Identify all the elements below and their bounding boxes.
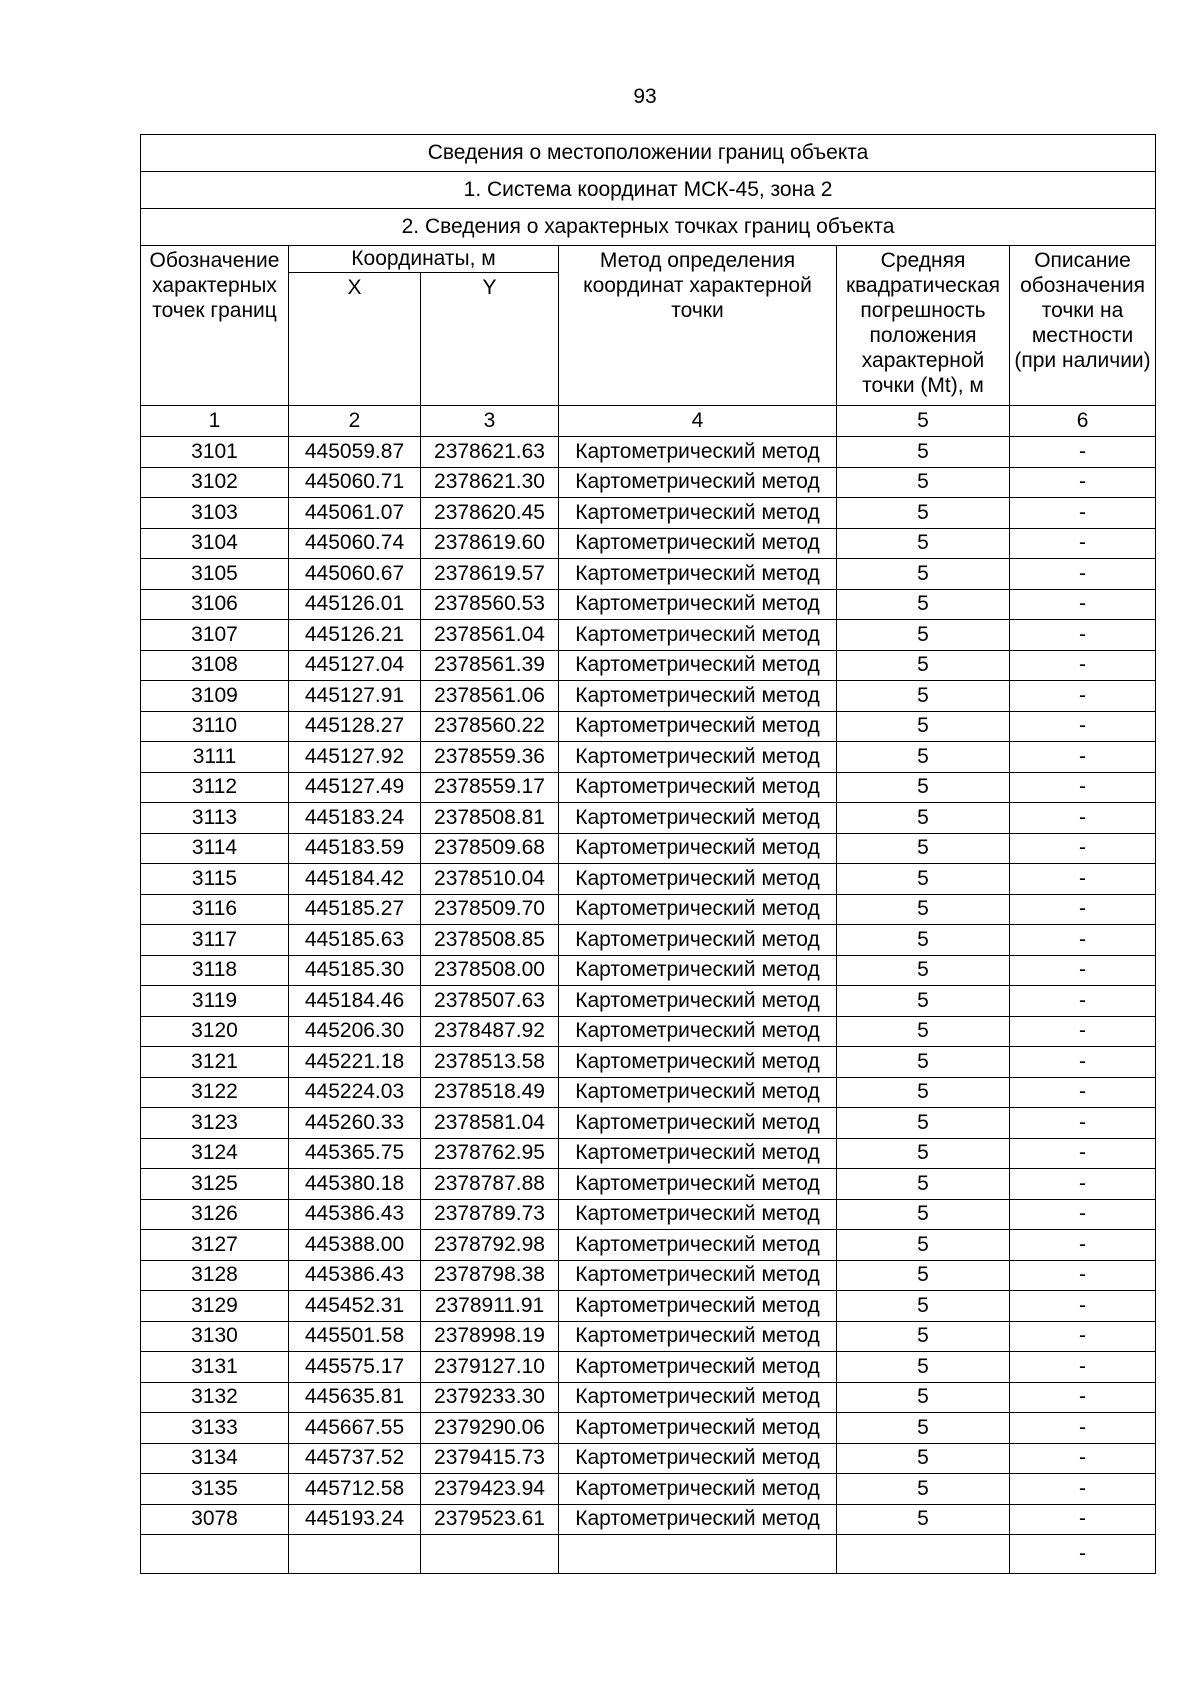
- x-coordinate-cell: 445060.74: [289, 528, 421, 559]
- accuracy-cell: 5: [837, 1108, 1010, 1139]
- section-row: [141, 209, 1156, 246]
- method-cell: Картометрический метод: [559, 650, 837, 681]
- accuracy-cell: 5: [837, 1352, 1010, 1383]
- accuracy-cell: 5: [837, 1474, 1010, 1505]
- page-number: 93: [633, 85, 657, 108]
- point-id-cell: 3121: [141, 1047, 289, 1078]
- table-row: [141, 1077, 1156, 1108]
- point-id-cell: 3106: [141, 589, 289, 620]
- y-coordinate-cell: 2378619.57: [421, 559, 559, 590]
- x-coordinate-cell: 445452.31: [289, 1291, 421, 1322]
- y-coordinate-cell: 2378508.00: [421, 955, 559, 986]
- point-id-cell: 3133: [141, 1413, 289, 1444]
- point-id-cell: 3118: [141, 955, 289, 986]
- column-number: 3: [421, 406, 559, 437]
- method-cell: Картометрический метод: [559, 772, 837, 803]
- method-cell: Картометрический метод: [559, 681, 837, 712]
- method-cell: Картометрический метод: [559, 803, 837, 834]
- point-id-cell: 3128: [141, 1260, 289, 1291]
- method-cell: Картометрический метод: [559, 742, 837, 773]
- accuracy-cell: 5: [837, 1382, 1010, 1413]
- y-coordinate-cell: 2378509.70: [421, 894, 559, 925]
- y-coordinate-cell: 2378798.38: [421, 1260, 559, 1291]
- x-coordinate-cell: 445388.00: [289, 1230, 421, 1261]
- column-number: 5: [837, 406, 1010, 437]
- method-cell: Картометрический метод: [559, 955, 837, 986]
- coordinate-system-row: [141, 172, 1156, 209]
- x-coordinate-cell: 445185.27: [289, 894, 421, 925]
- table-row: [141, 498, 1156, 529]
- method-cell: Картометрический метод: [559, 925, 837, 956]
- table-row: [141, 1199, 1156, 1230]
- method-cell: Картометрический метод: [559, 1077, 837, 1108]
- table-row: [141, 1413, 1156, 1444]
- accuracy-cell: 5: [837, 620, 1010, 651]
- method-cell: Картометрический метод: [559, 1047, 837, 1078]
- y-coordinate-cell: 2378559.17: [421, 772, 559, 803]
- point-id-cell: 3103: [141, 498, 289, 529]
- description-cell: -: [1010, 833, 1156, 864]
- x-coordinate-cell: 445221.18: [289, 1047, 421, 1078]
- y-coordinate-cell: 2379415.73: [421, 1443, 559, 1474]
- accuracy-cell: 5: [837, 1077, 1010, 1108]
- header-row: [141, 246, 1156, 273]
- header-description: Описание обозначения точки на местности (при наличии): [1010, 246, 1156, 406]
- method-cell: Картометрический метод: [559, 864, 837, 895]
- point-id-cell: 3105: [141, 559, 289, 590]
- description-cell: -: [1010, 1260, 1156, 1291]
- method-cell: Картометрический метод: [559, 1443, 837, 1474]
- accuracy-cell: 5: [837, 559, 1010, 590]
- description-cell: -: [1010, 681, 1156, 712]
- x-coordinate-cell: 445501.58: [289, 1321, 421, 1352]
- x-coordinate-cell: 445737.52: [289, 1443, 421, 1474]
- method-cell: Картометрический метод: [559, 711, 837, 742]
- y-coordinate-cell: 2378762.95: [421, 1138, 559, 1169]
- accuracy-cell: 5: [837, 986, 1010, 1017]
- method-cell: Картометрический метод: [559, 1382, 837, 1413]
- column-number: 2: [289, 406, 421, 437]
- description-cell: -: [1010, 498, 1156, 529]
- description-cell: -: [1010, 1047, 1156, 1078]
- x-coordinate-cell: 445575.17: [289, 1352, 421, 1383]
- accuracy-cell: 5: [837, 681, 1010, 712]
- column-number: 1: [141, 406, 289, 437]
- point-id-cell: 3107: [141, 620, 289, 651]
- description-cell: -: [1010, 1413, 1156, 1444]
- x-coordinate-cell: 445060.67: [289, 559, 421, 590]
- accuracy-cell: 5: [837, 1413, 1010, 1444]
- y-coordinate-cell: 2378911.91: [421, 1291, 559, 1322]
- method-cell: Картометрический метод: [559, 1230, 837, 1261]
- description-cell: -: [1010, 1230, 1156, 1261]
- table-row: [141, 1169, 1156, 1200]
- table-row: [141, 589, 1156, 620]
- table-row: [141, 437, 1156, 468]
- table-row: [141, 833, 1156, 864]
- x-coordinate-cell: 445126.21: [289, 620, 421, 651]
- y-coordinate-cell: 2378507.63: [421, 986, 559, 1017]
- x-coordinate-cell: 445061.07: [289, 498, 421, 529]
- x-coordinate-cell: 445183.24: [289, 803, 421, 834]
- table-row: [141, 772, 1156, 803]
- table-row: [141, 1138, 1156, 1169]
- y-coordinate-cell: 2378619.60: [421, 528, 559, 559]
- y-coordinate-cell: 2378560.53: [421, 589, 559, 620]
- point-id-cell: 3130: [141, 1321, 289, 1352]
- y-coordinate-cell: 2378998.19: [421, 1321, 559, 1352]
- point-id-cell: 3134: [141, 1443, 289, 1474]
- method-cell: Картометрический метод: [559, 559, 837, 590]
- method-cell: Картометрический метод: [559, 1169, 837, 1200]
- description-cell: -: [1010, 1535, 1156, 1574]
- point-id-cell: 3129: [141, 1291, 289, 1322]
- description-cell: -: [1010, 772, 1156, 803]
- table-row: [141, 925, 1156, 956]
- point-id-cell: 3132: [141, 1382, 289, 1413]
- accuracy-cell: 5: [837, 1443, 1010, 1474]
- description-cell: -: [1010, 1352, 1156, 1383]
- point-id-cell: [141, 1535, 289, 1574]
- x-coordinate-cell: 445635.81: [289, 1382, 421, 1413]
- section-title: 2. Сведения о характерных точках границ объекта: [141, 209, 1156, 246]
- x-coordinate-cell: 445185.63: [289, 925, 421, 956]
- column-numbers-row: [141, 406, 1156, 437]
- point-id-cell: 3122: [141, 1077, 289, 1108]
- accuracy-cell: 5: [837, 955, 1010, 986]
- table-row: [141, 1321, 1156, 1352]
- table-title-row: [141, 135, 1156, 172]
- description-cell: -: [1010, 1321, 1156, 1352]
- point-id-cell: 3119: [141, 986, 289, 1017]
- description-cell: -: [1010, 803, 1156, 834]
- method-cell: Картометрический метод: [559, 437, 837, 468]
- x-coordinate-cell: 445185.30: [289, 955, 421, 986]
- accuracy-cell: 5: [837, 864, 1010, 895]
- x-coordinate-cell: 445193.24: [289, 1504, 421, 1535]
- x-coordinate-cell: 445206.30: [289, 1016, 421, 1047]
- table-row: [141, 681, 1156, 712]
- point-id-cell: 3135: [141, 1474, 289, 1505]
- description-cell: -: [1010, 1382, 1156, 1413]
- y-coordinate-cell: 2379233.30: [421, 1382, 559, 1413]
- y-coordinate-cell: 2378561.39: [421, 650, 559, 681]
- description-cell: -: [1010, 1504, 1156, 1535]
- table-row: [141, 467, 1156, 498]
- point-id-cell: 3110: [141, 711, 289, 742]
- header-coordinates: Координаты, м: [289, 246, 559, 273]
- table-title: Сведения о местоположении границ объекта: [141, 135, 1156, 172]
- point-id-cell: 3114: [141, 833, 289, 864]
- method-cell: Картометрический метод: [559, 498, 837, 529]
- y-coordinate-cell: 2378487.92: [421, 1016, 559, 1047]
- method-cell: Картометрический метод: [559, 1108, 837, 1139]
- method-cell: Картометрический метод: [559, 833, 837, 864]
- accuracy-cell: 5: [837, 772, 1010, 803]
- table-row: [141, 864, 1156, 895]
- accuracy-cell: 5: [837, 894, 1010, 925]
- point-id-cell: 3127: [141, 1230, 289, 1261]
- method-cell: Картометрический метод: [559, 528, 837, 559]
- method-cell: Картометрический метод: [559, 1199, 837, 1230]
- description-cell: -: [1010, 437, 1156, 468]
- accuracy-cell: 5: [837, 650, 1010, 681]
- point-id-cell: 3131: [141, 1352, 289, 1383]
- point-id-cell: 3116: [141, 894, 289, 925]
- header-accuracy: Средняя квадратическая погрешность положения характерной точки (Mt), м: [837, 246, 1010, 406]
- method-cell: Картометрический метод: [559, 1291, 837, 1322]
- description-cell: -: [1010, 1077, 1156, 1108]
- y-coordinate-cell: [421, 1535, 559, 1574]
- description-cell: -: [1010, 742, 1156, 773]
- description-cell: -: [1010, 1138, 1156, 1169]
- table-row: [141, 1352, 1156, 1383]
- y-coordinate-cell: 2379290.06: [421, 1413, 559, 1444]
- table-row: [141, 1047, 1156, 1078]
- x-coordinate-cell: 445127.04: [289, 650, 421, 681]
- table-row: [141, 986, 1156, 1017]
- description-cell: -: [1010, 1169, 1156, 1200]
- table-row: [141, 1382, 1156, 1413]
- description-cell: -: [1010, 1443, 1156, 1474]
- table-row: [141, 711, 1156, 742]
- y-coordinate-cell: 2378508.81: [421, 803, 559, 834]
- x-coordinate-cell: 445127.92: [289, 742, 421, 773]
- table-row: [141, 559, 1156, 590]
- description-cell: -: [1010, 1474, 1156, 1505]
- x-coordinate-cell: 445224.03: [289, 1077, 421, 1108]
- y-coordinate-cell: 2378508.85: [421, 925, 559, 956]
- table-row: [141, 955, 1156, 986]
- point-id-cell: 3117: [141, 925, 289, 956]
- description-cell: -: [1010, 986, 1156, 1017]
- method-cell: Картометрический метод: [559, 894, 837, 925]
- method-cell: Картометрический метод: [559, 1413, 837, 1444]
- header-x: X: [289, 273, 421, 406]
- column-number: 6: [1010, 406, 1156, 437]
- method-cell: Картометрический метод: [559, 589, 837, 620]
- x-coordinate-cell: 445365.75: [289, 1138, 421, 1169]
- method-cell: Картометрический метод: [559, 1352, 837, 1383]
- x-coordinate-cell: 445184.46: [289, 986, 421, 1017]
- point-id-cell: 3111: [141, 742, 289, 773]
- description-cell: -: [1010, 650, 1156, 681]
- description-cell: -: [1010, 711, 1156, 742]
- y-coordinate-cell: 2378787.88: [421, 1169, 559, 1200]
- y-coordinate-cell: 2379523.61: [421, 1504, 559, 1535]
- y-coordinate-cell: 2379127.10: [421, 1352, 559, 1383]
- point-id-cell: 3124: [141, 1138, 289, 1169]
- method-cell: Картометрический метод: [559, 1138, 837, 1169]
- x-coordinate-cell: 445127.49: [289, 772, 421, 803]
- x-coordinate-cell: 445128.27: [289, 711, 421, 742]
- point-id-cell: 3101: [141, 437, 289, 468]
- x-coordinate-cell: 445260.33: [289, 1108, 421, 1139]
- description-cell: -: [1010, 1016, 1156, 1047]
- x-coordinate-cell: 445386.43: [289, 1260, 421, 1291]
- y-coordinate-cell: 2378621.30: [421, 467, 559, 498]
- method-cell: Картометрический метод: [559, 467, 837, 498]
- header-method: Метод определения координат характерной точки: [559, 246, 837, 406]
- accuracy-cell: 5: [837, 711, 1010, 742]
- accuracy-cell: 5: [837, 467, 1010, 498]
- header-point-designation: Обозначение характерных точек границ: [141, 246, 289, 406]
- method-cell: Картометрический метод: [559, 986, 837, 1017]
- y-coordinate-cell: 2378561.06: [421, 681, 559, 712]
- table-row: [141, 528, 1156, 559]
- x-coordinate-cell: 445667.55: [289, 1413, 421, 1444]
- x-coordinate-cell: 445059.87: [289, 437, 421, 468]
- y-coordinate-cell: 2378789.73: [421, 1199, 559, 1230]
- accuracy-cell: 5: [837, 1169, 1010, 1200]
- method-cell: [559, 1535, 837, 1574]
- y-coordinate-cell: 2378560.22: [421, 711, 559, 742]
- x-coordinate-cell: 445380.18: [289, 1169, 421, 1200]
- accuracy-cell: 5: [837, 1138, 1010, 1169]
- accuracy-cell: 5: [837, 1321, 1010, 1352]
- point-id-cell: 3104: [141, 528, 289, 559]
- table-row: [141, 1443, 1156, 1474]
- accuracy-cell: 5: [837, 925, 1010, 956]
- table-row: [141, 1474, 1156, 1505]
- accuracy-cell: 5: [837, 437, 1010, 468]
- point-id-cell: 3102: [141, 467, 289, 498]
- table-row: [141, 803, 1156, 834]
- x-coordinate-cell: 445184.42: [289, 864, 421, 895]
- accuracy-cell: 5: [837, 528, 1010, 559]
- point-id-cell: 3112: [141, 772, 289, 803]
- column-number: 4: [559, 406, 837, 437]
- description-cell: -: [1010, 894, 1156, 925]
- method-cell: Картометрический метод: [559, 620, 837, 651]
- table-row: [141, 1260, 1156, 1291]
- table-row: [141, 1535, 1156, 1574]
- point-id-cell: 3108: [141, 650, 289, 681]
- y-coordinate-cell: 2378620.45: [421, 498, 559, 529]
- description-cell: -: [1010, 1108, 1156, 1139]
- x-coordinate-cell: 445712.58: [289, 1474, 421, 1505]
- y-coordinate-cell: 2378581.04: [421, 1108, 559, 1139]
- x-coordinate-cell: 445127.91: [289, 681, 421, 712]
- method-cell: Картометрический метод: [559, 1474, 837, 1505]
- point-id-cell: 3113: [141, 803, 289, 834]
- y-coordinate-cell: 2378509.68: [421, 833, 559, 864]
- accuracy-cell: 5: [837, 1199, 1010, 1230]
- y-coordinate-cell: 2378518.49: [421, 1077, 559, 1108]
- accuracy-cell: 5: [837, 498, 1010, 529]
- table-row: [141, 620, 1156, 651]
- description-cell: -: [1010, 467, 1156, 498]
- method-cell: Картометрический метод: [559, 1321, 837, 1352]
- table-row: [141, 1108, 1156, 1139]
- x-coordinate-cell: 445183.59: [289, 833, 421, 864]
- table-row: [141, 650, 1156, 681]
- description-cell: -: [1010, 589, 1156, 620]
- accuracy-cell: 5: [837, 1230, 1010, 1261]
- point-id-cell: 3115: [141, 864, 289, 895]
- method-cell: Картометрический метод: [559, 1504, 837, 1535]
- y-coordinate-cell: 2378513.58: [421, 1047, 559, 1078]
- y-coordinate-cell: 2378621.63: [421, 437, 559, 468]
- table-row: [141, 1016, 1156, 1047]
- accuracy-cell: [837, 1535, 1010, 1574]
- y-coordinate-cell: 2378792.98: [421, 1230, 559, 1261]
- accuracy-cell: 5: [837, 1016, 1010, 1047]
- accuracy-cell: 5: [837, 1291, 1010, 1322]
- table-row: [141, 742, 1156, 773]
- accuracy-cell: 5: [837, 833, 1010, 864]
- point-id-cell: 3125: [141, 1169, 289, 1200]
- point-id-cell: 3126: [141, 1199, 289, 1230]
- description-cell: -: [1010, 864, 1156, 895]
- point-id-cell: 3078: [141, 1504, 289, 1535]
- table-row: [141, 894, 1156, 925]
- accuracy-cell: 5: [837, 1260, 1010, 1291]
- accuracy-cell: 5: [837, 742, 1010, 773]
- table-row: [141, 1291, 1156, 1322]
- x-coordinate-cell: 445060.71: [289, 467, 421, 498]
- table-row: [141, 1230, 1156, 1261]
- point-id-cell: 3120: [141, 1016, 289, 1047]
- description-cell: -: [1010, 1199, 1156, 1230]
- accuracy-cell: 5: [837, 1504, 1010, 1535]
- point-id-cell: 3123: [141, 1108, 289, 1139]
- description-cell: -: [1010, 528, 1156, 559]
- description-cell: -: [1010, 620, 1156, 651]
- y-coordinate-cell: 2378559.36: [421, 742, 559, 773]
- description-cell: -: [1010, 559, 1156, 590]
- point-id-cell: 3109: [141, 681, 289, 712]
- method-cell: Картометрический метод: [559, 1260, 837, 1291]
- description-cell: -: [1010, 955, 1156, 986]
- x-coordinate-cell: 445386.43: [289, 1199, 421, 1230]
- boundary-points-table: [140, 134, 1156, 1574]
- y-coordinate-cell: 2378510.04: [421, 864, 559, 895]
- accuracy-cell: 5: [837, 589, 1010, 620]
- header-y: Y: [421, 273, 559, 406]
- x-coordinate-cell: 445126.01: [289, 589, 421, 620]
- accuracy-cell: 5: [837, 803, 1010, 834]
- y-coordinate-cell: 2379423.94: [421, 1474, 559, 1505]
- accuracy-cell: 5: [837, 1047, 1010, 1078]
- table-row: [141, 1504, 1156, 1535]
- coordinate-system: 1. Система координат МСК-45, зона 2: [141, 172, 1156, 209]
- description-cell: -: [1010, 925, 1156, 956]
- method-cell: Картометрический метод: [559, 1016, 837, 1047]
- description-cell: -: [1010, 1291, 1156, 1322]
- y-coordinate-cell: 2378561.04: [421, 620, 559, 651]
- x-coordinate-cell: [289, 1535, 421, 1574]
